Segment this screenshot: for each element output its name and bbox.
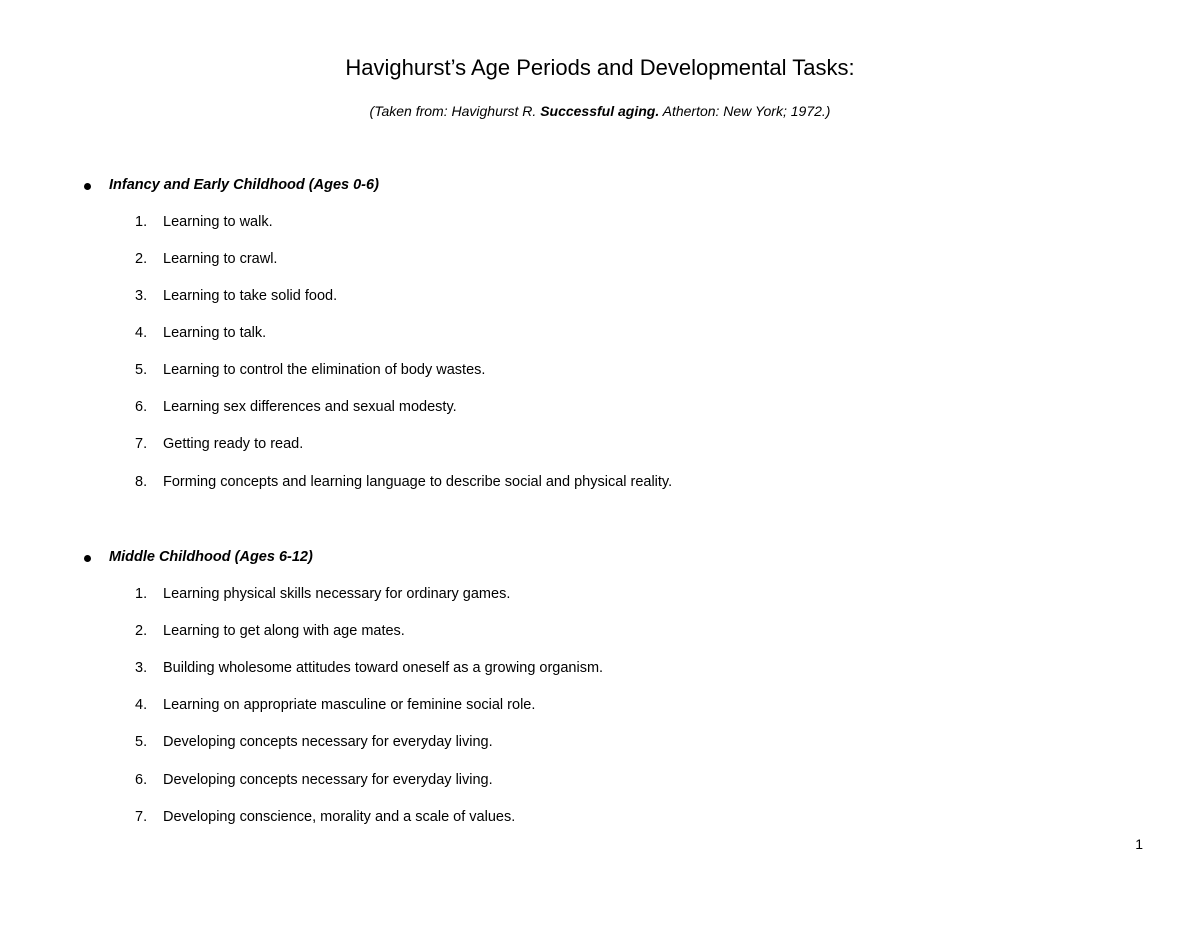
list-item-text: Building wholesome attitudes toward oneself as a growing organism. bbox=[163, 660, 604, 676]
citation bbox=[0, 101, 1200, 121]
list-item-number: 3. bbox=[135, 288, 148, 304]
list-item-number: 5. bbox=[135, 362, 148, 378]
bullet-icon bbox=[84, 183, 91, 190]
list-item-number: 8. bbox=[135, 474, 148, 490]
list-item-text: Developing concepts necessary for everyday living. bbox=[163, 772, 493, 788]
list-item-text: Learning physical skills necessary for ordinary games. bbox=[163, 586, 511, 602]
list-item-text: Getting ready to read. bbox=[163, 436, 304, 452]
list-item-text: Learning to take solid food. bbox=[163, 288, 338, 304]
list-item bbox=[130, 584, 510, 604]
list-item-number: 6. bbox=[135, 399, 148, 415]
list-item-number: 7. bbox=[135, 809, 148, 825]
list-item-text: Learning to get along with age mates. bbox=[163, 623, 405, 639]
list-item-number: 1. bbox=[135, 214, 148, 230]
list-item-text: Learning on appropriate masculine or feminine social role. bbox=[163, 697, 536, 713]
list-item-number: 6. bbox=[135, 772, 148, 788]
list-item bbox=[130, 323, 266, 343]
section-heading-text: Middle Childhood (Ages 6-12) bbox=[109, 549, 313, 565]
list-item-text: Learning to crawl. bbox=[163, 251, 278, 267]
list-item-number: 1. bbox=[135, 586, 148, 602]
list-item bbox=[130, 212, 273, 232]
list-item-text: Learning to walk. bbox=[163, 214, 273, 230]
list-item bbox=[130, 360, 485, 380]
list-item bbox=[130, 732, 493, 752]
section-heading-middle-childhood bbox=[84, 547, 313, 567]
list-item-number: 4. bbox=[135, 325, 148, 341]
list-item-number: 7. bbox=[135, 436, 148, 452]
page-number: 1 bbox=[1135, 836, 1143, 852]
list-item-text: Forming concepts and learning language to describe social and physical reality. bbox=[163, 474, 673, 490]
page-title: Havighurst’s Age Periods and Developmental Tasks: bbox=[345, 55, 855, 80]
list-item bbox=[130, 286, 337, 306]
list-item bbox=[130, 434, 303, 454]
list-item bbox=[130, 807, 515, 827]
list-item-number: 3. bbox=[135, 660, 148, 676]
section-heading-text: Infancy and Early Childhood (Ages 0-6) bbox=[109, 177, 379, 193]
list-item-text: Learning sex differences and sexual modesty. bbox=[163, 399, 457, 415]
citation-prefix: (Taken from: Havighurst R. bbox=[369, 103, 541, 119]
list-item-number: 4. bbox=[135, 697, 148, 713]
list-item-text: Developing conscience, morality and a scale of values. bbox=[163, 809, 516, 825]
list-item-text: Learning to control the elimination of body wastes. bbox=[163, 362, 486, 378]
list-item bbox=[130, 249, 277, 269]
list-item bbox=[130, 621, 405, 641]
bullet-icon bbox=[84, 555, 91, 562]
citation-suffix: Atherton: New York; 1972.) bbox=[659, 103, 831, 119]
list-item bbox=[130, 695, 535, 715]
list-item-number: 5. bbox=[135, 734, 148, 750]
section-heading-infancy bbox=[84, 175, 379, 195]
list-item bbox=[130, 770, 493, 790]
list-item bbox=[130, 397, 457, 417]
list-item-text: Developing concepts necessary for everyday living. bbox=[163, 734, 493, 750]
list-item bbox=[130, 658, 603, 678]
list-item-number: 2. bbox=[135, 251, 148, 267]
citation-book-title: Successful aging. bbox=[540, 103, 660, 119]
list-item bbox=[130, 472, 672, 492]
list-item-text: Learning to talk. bbox=[163, 325, 267, 341]
list-item-number: 2. bbox=[135, 623, 148, 639]
